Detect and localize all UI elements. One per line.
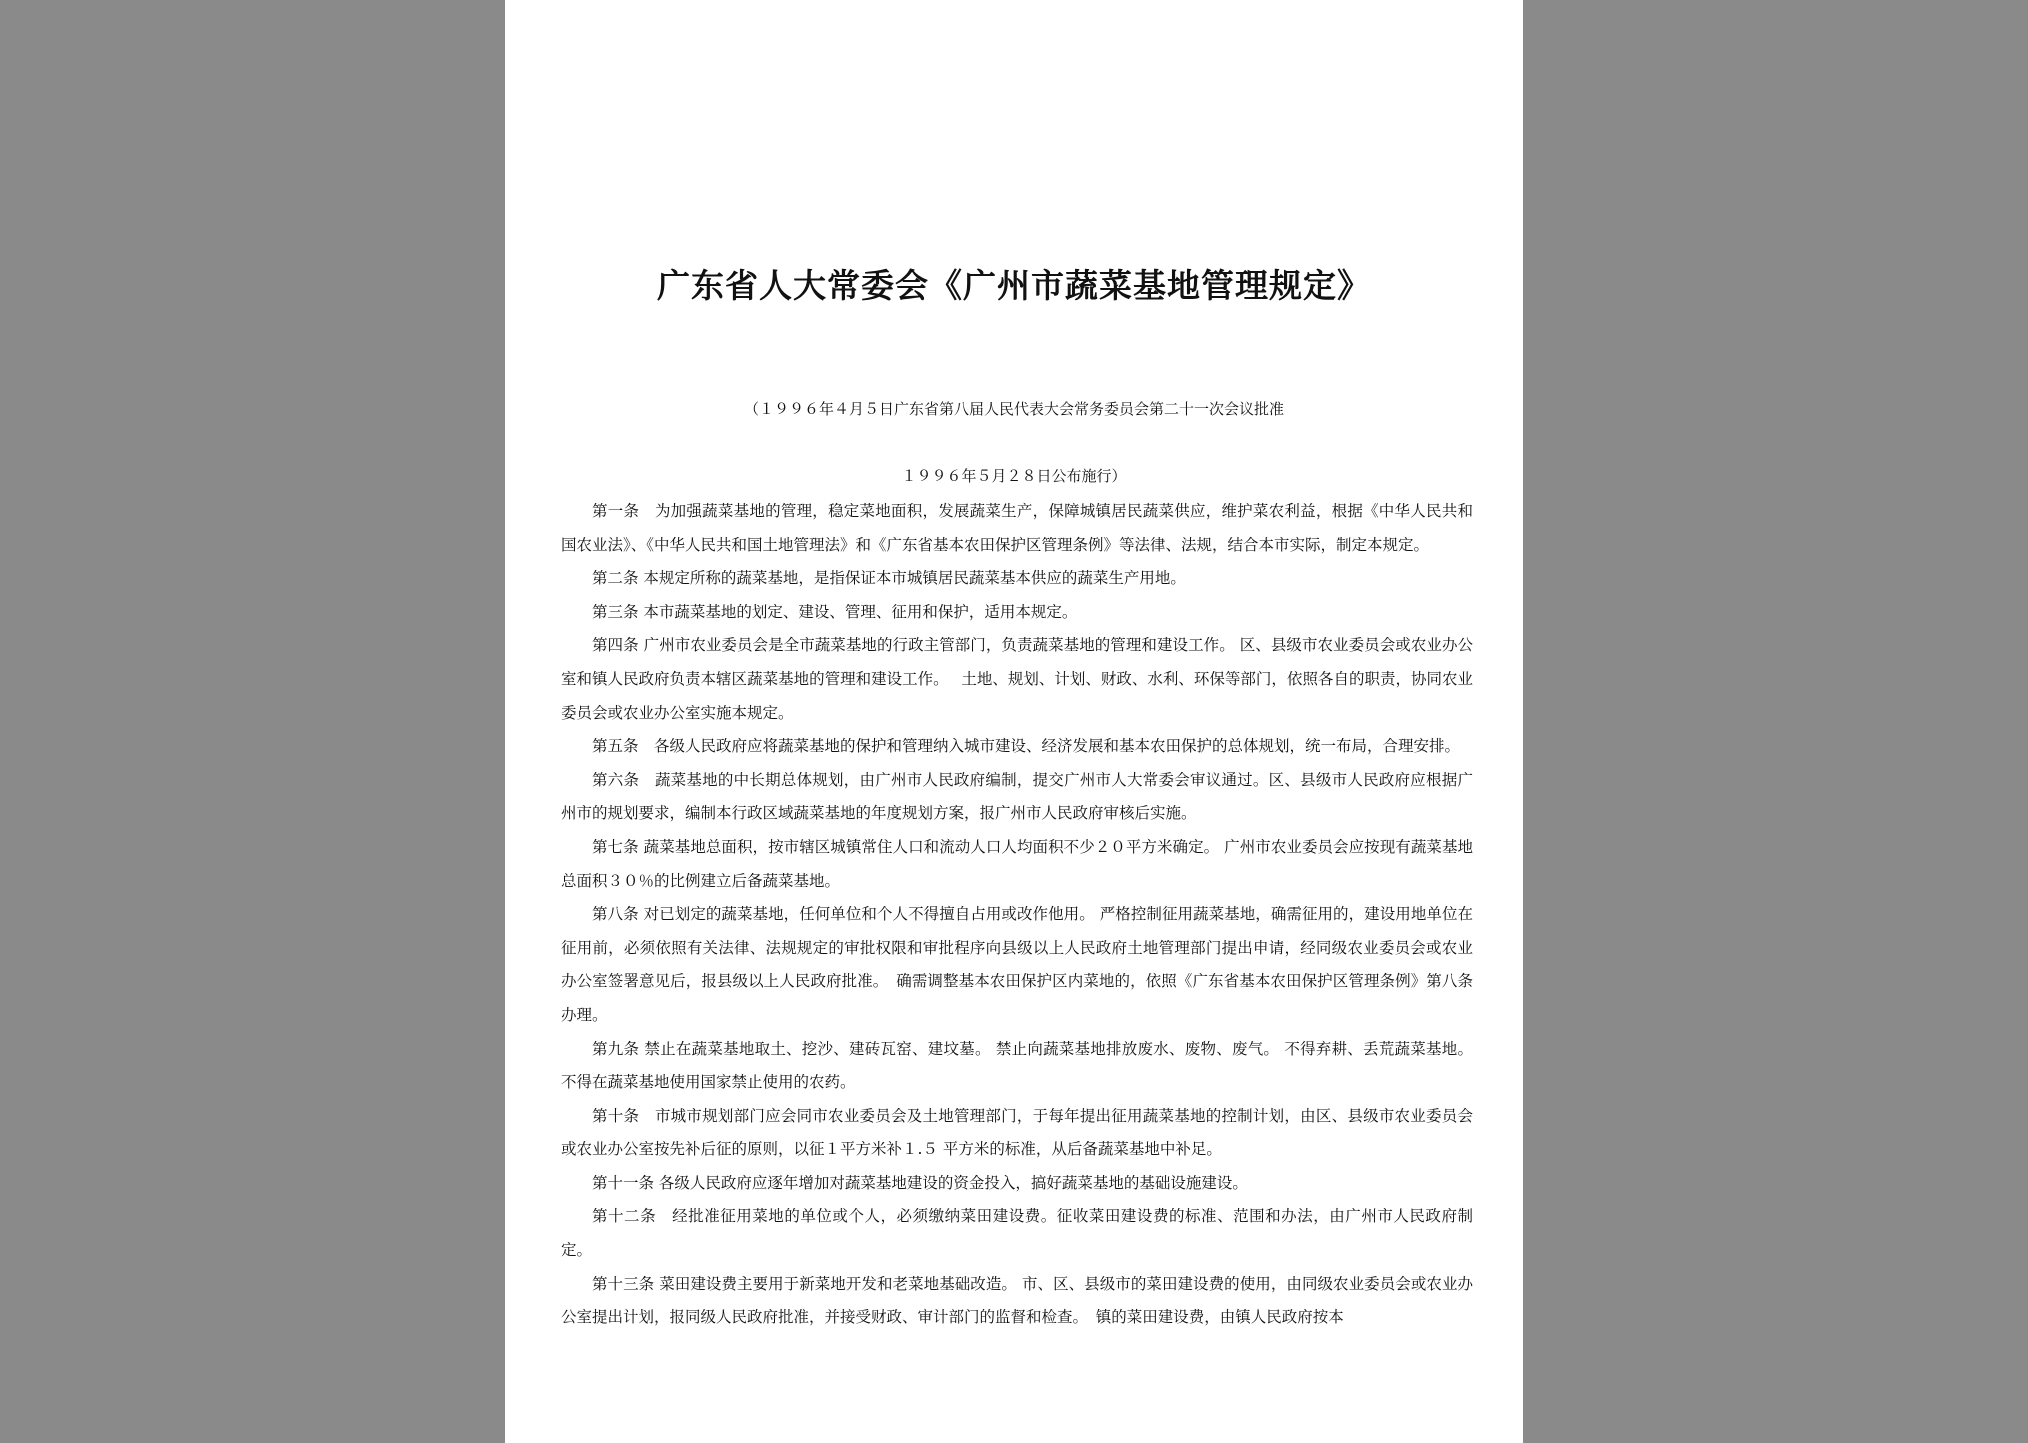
document-page — [505, 0, 1523, 1443]
article-9: 第九条 禁止在蔬菜基地取土、挖沙、建砖瓦窑、建坟墓。 禁止向蔬菜基地排放废水、废物、废气。 不得弃耕、丢荒蔬菜基地。 不得在蔬菜基地使用国家禁止使用的农药。 — [561, 1039, 1473, 1092]
article-5: 第五条 各级人民政府应将蔬菜基地的保护和管理纳入城市建设、经济发展和基本农田保护的总体规划，统一布局，合理安排。 — [592, 737, 1461, 756]
document-title: 广东省人大常委会《广州市蔬菜基地管理规定》 — [657, 266, 1371, 305]
article-11: 第十一条 各级人民政府应逐年增加对蔬菜基地建设的资金投入，搞好蔬菜基地的基础设施建设。 — [592, 1173, 1248, 1192]
article-7: 第七条 蔬菜基地总面积，按市辖区城镇常住人口和流动人口人均面积不少２０平方米确定。 广州市农业委员会应按现有蔬菜基地总面积３０％的比例建立后备蔬菜基地。 — [561, 837, 1473, 890]
article-10: 第十条 市城市规划部门应会同市农业委员会及土地管理部门，于每年提出征用蔬菜基地的控制计划，由区、县级市农业委员会或农业办公室按先补后征的原则，以征１平方米补１.５ 平方米的标准，从后备蔬菜基地中补足。 — [561, 1106, 1473, 1159]
article-8: 第八条 对已划定的蔬菜基地，任何单位和个人不得擅自占用或改作他用。 严格控制征用蔬菜基地，确需征用的，建设用地单位在征用前，必须依照有关法律、法规规定的审批权限和审批程序向县级以上人民政府土地管理部门提出申请，经同级农业委员会或农业办公室签署意见后，报县级以上人民政府批准。 确需调整基本农田保护区内菜地的，依照《广东省基本农田保护区管理条例》第八条办理。 — [561, 905, 1473, 1024]
article-6: 第六条 蔬菜基地的中长期总体规划，由广州市人民政府编制，提交广州市人大常委会审议通过。区、县级市人民政府应根据广州市的规划要求，编制本行政区域蔬菜基地的年度规划方案，报广州市人民政府审核后实施。 — [561, 770, 1473, 823]
approval-line: （１９９６年４月５日广东省第八届人民代表大会常务委员会第二十一次会议批准 — [743, 400, 1284, 418]
article-3: 第三条 本市蔬菜基地的划定、建设、管理、征用和保护，适用本规定。 — [592, 602, 1078, 621]
article-12: 第十二条 经批准征用菜地的单位或个人，必须缴纳菜田建设费。征收菜田建设费的标准、范围和办法，由广州市人民政府制定。 — [561, 1207, 1473, 1260]
article-13: 第十三条 菜田建设费主要用于新菜地开发和老菜地基础改造。 市、区、县级市的菜田建设费的使用，由同级农业委员会或农业办公室提出计划，报同级人民政府批准，并接受财政、审计部门的监督和检查。 镇的菜田建设费，由镇人民政府按本 — [561, 1274, 1473, 1327]
article-2: 第二条 本规定所称的蔬菜基地，是指保证本市城镇居民蔬菜基本供应的蔬菜生产用地。 — [592, 569, 1186, 588]
article-1: 第一条 为加强蔬菜基地的管理，稳定菜地面积，发展蔬菜生产，保障城镇居民蔬菜供应，维护菜农利益，根据《中华人民共和国农业法》、《中华人民共和国土地管理法》和《广东省基本农田保护区管理条例》等法律、法规，结合本市实际，制定本规定。 — [561, 502, 1473, 554]
article-4: 第四条 广州市农业委员会是全市蔬菜基地的行政主管部门，负责蔬菜基地的管理和建设工作。 区、县级市农业委员会或农业办公室和镇人民政府负责本辖区蔬菜基地的管理和建设工作。 土地、规划、计划、财政、水利、环保等部门，依照各自的职责，协同农业委员会或农业办公室实施本规定。 — [561, 636, 1473, 722]
promulgation-line: １９９６年５月２８日公布施行） — [901, 467, 1127, 485]
document-body — [561, 495, 1473, 1335]
